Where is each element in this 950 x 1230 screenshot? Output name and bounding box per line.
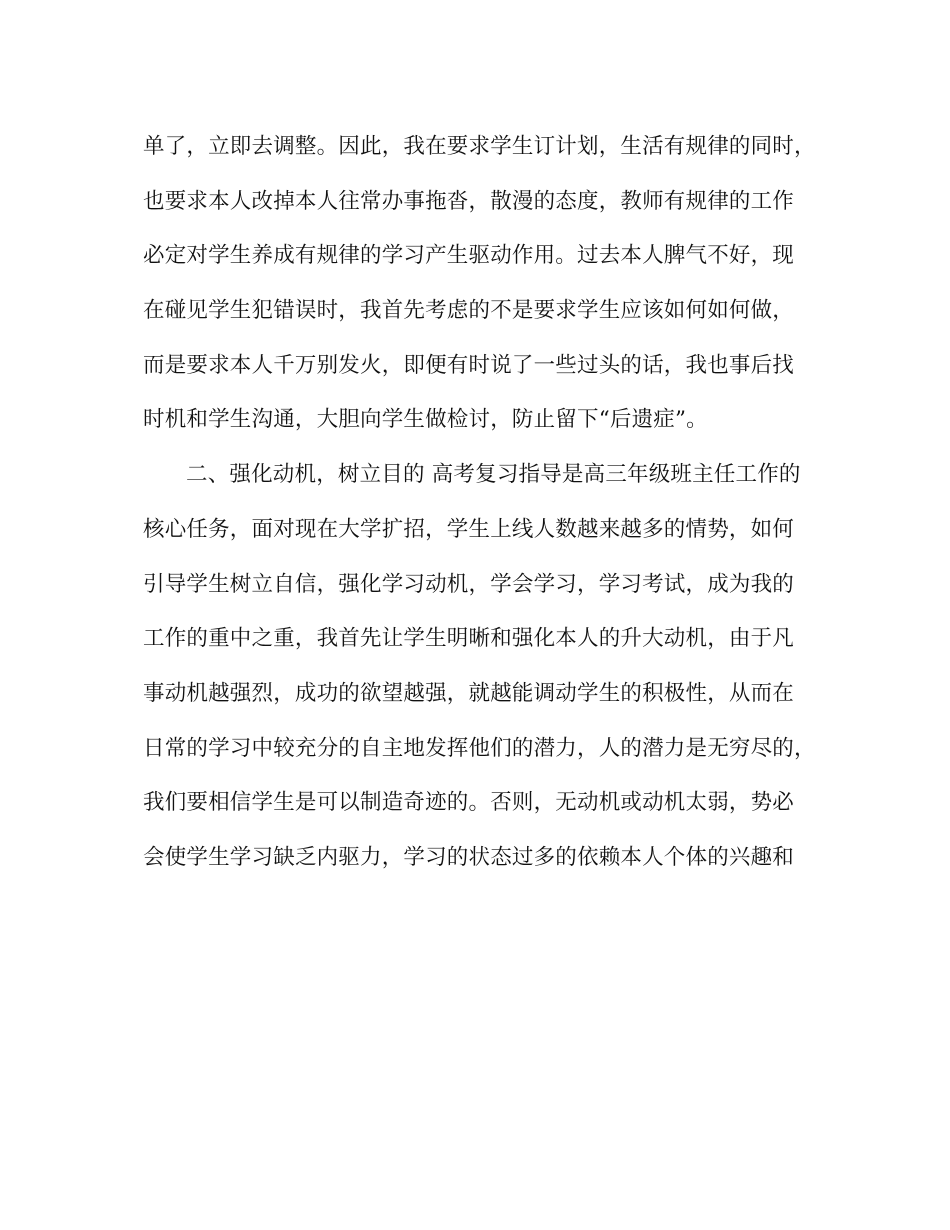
text-line: 时机和学生沟通，大胆向学生做检讨，防止留下“后遗症”。 — [143, 407, 708, 433]
text-line: 工作的重中之重，我首先让学生明晰和强化本人的升大动机，由于凡 — [143, 626, 795, 652]
text-line: 会使学生学习缺乏内驱力，学习的状态过多的依赖本人个体的兴趣和 — [143, 844, 795, 870]
text-line: 我们要相信学生是可以制造奇迹的。否则，无动机或动机太弱，势必 — [143, 790, 795, 816]
section-heading-line: 二、强化动机，树立目的 高考复习指导是高三年级班主任工作的 — [186, 462, 801, 488]
text-line: 必定对学生养成有规律的学习产生驱动作用。过去本人脾气不好，现 — [143, 243, 795, 269]
text-line: 日常的学习中较充分的自主地发挥他们的潜力，人的潜力是无穷尽的， — [143, 735, 816, 761]
body-text — [143, 126, 816, 892]
text-line: 事动机越强烈，成功的欲望越强，就越能调动学生的积极性，从而在 — [143, 680, 795, 706]
text-line: 也要求本人改掉本人往常办事拖沓，散漫的态度，教师有规律的工作 — [143, 188, 795, 214]
text-line: 引导学生树立自信，强化学习动机，学会学习，学习考试，成为我的 — [143, 571, 795, 597]
text-line: 而是要求本人千万别发火，即便有时说了一些过头的话，我也事后找 — [143, 352, 795, 378]
text-line: 在碰见学生犯错误时，我首先考虑的不是要求学生应该如何如何做， — [143, 298, 795, 324]
text-line: 单了，立即去调整。因此，我在要求学生订计划，生活有规律的同时， — [143, 134, 816, 159]
text-line: 核心任务，面对现在大学扩招，学生上线人数越来越多的情势，如何 — [143, 516, 795, 542]
